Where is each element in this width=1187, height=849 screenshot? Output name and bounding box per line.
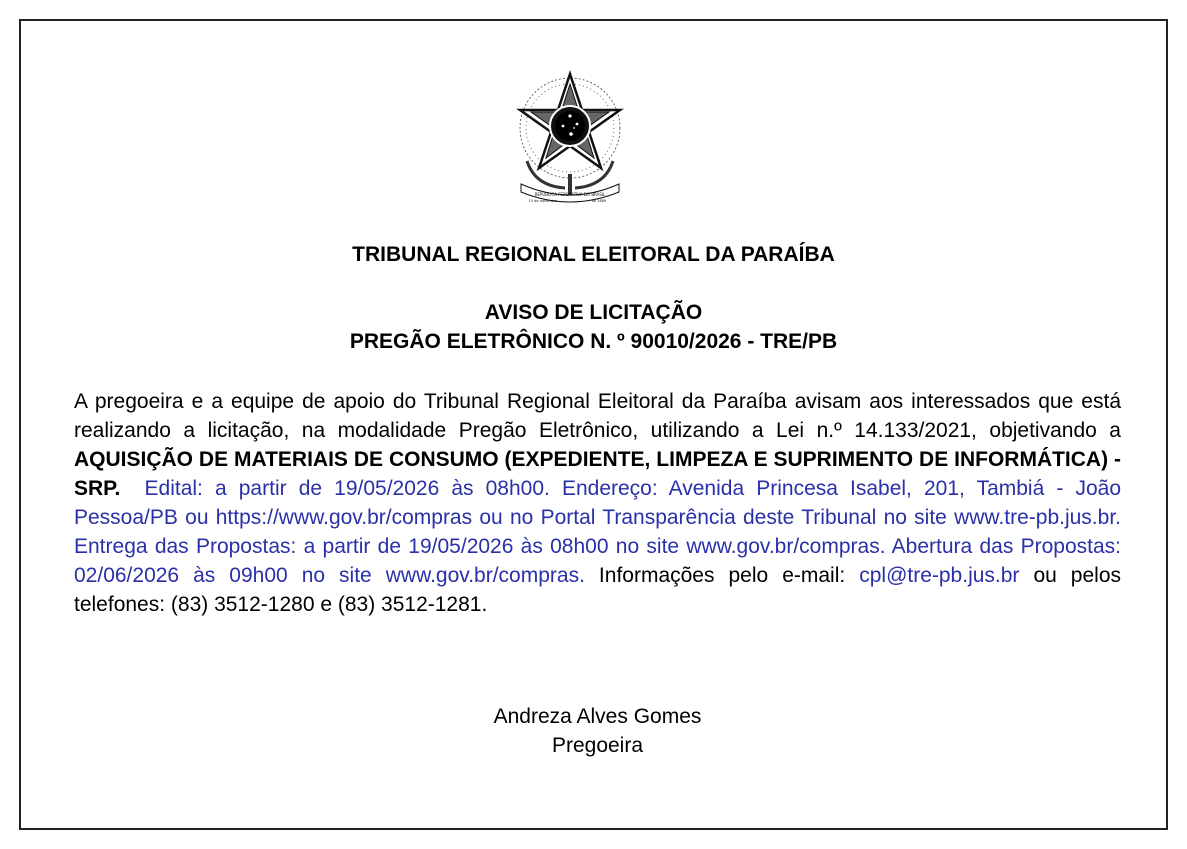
signatory-name: Andreza Alves Gomes xyxy=(493,705,702,728)
signatory-role: Pregoeira xyxy=(551,734,644,757)
coat-of-arms-of-brazil-icon xyxy=(515,66,625,206)
notice-subtitle: PREGÃO ELETRÔNICO N. º 90010/2026 - TRE/PB xyxy=(349,330,838,353)
procurement-object: AQUISIÇÃO DE MATERIAIS DE CONSUMO (EXPEDIENTE, LIMPEZA E SUPRIMENTO DE INFORMÁTICA) - SRP. xyxy=(74,448,1121,500)
contact-info-prefix: Informações pelo e-mail: xyxy=(584,564,860,587)
edital-details-link[interactable]: Edital: a partir de 19/05/2026 às 08h00. Endereço: Avenida Princesa Isabel, 201, Tambiá - João Pessoa/PB ou https://www.gov.br/compras ou no Portal Transparência deste Tribunal no site www.tre-pb.jus.br. Entrega das Propostas: a partir de 19/05/2026 às 08h00 no site www.gov.br/compras. Abertura das Propostas: 02/06/2026 às 09h00 no site www.gov.br/compras. xyxy=(74,477,1121,587)
scroll-text-left: 15 de novembro xyxy=(528,199,558,203)
organization-heading: TRIBUNAL REGIONAL ELEITORAL DA PARAÍBA xyxy=(352,243,835,266)
tobacco-branch xyxy=(575,161,613,188)
notice-body xyxy=(74,387,1121,619)
email-link[interactable]: cpl@tre-pb.jus.br xyxy=(859,564,1020,587)
notice-title: AVISO DE LICITAÇÃO xyxy=(484,301,703,324)
scroll-text-top: REPÚBLICA FEDERATIVA DO BRASIL xyxy=(534,192,606,197)
body-intro: A pregoeira e a equipe de apoio do Tribunal Regional Eleitoral da Paraíba avisam aos interessados que está realizando a licitação, na modalidade Pregão Eletrônico, utilizando a Lei n.º 14.133/2021, objetivando a xyxy=(74,390,1121,442)
contact-info-suffix: ou pelos telefones: (83) 3512-1280 e (83) 3512-1281. xyxy=(74,564,1122,616)
scroll-text-right: de 1889 xyxy=(591,199,607,203)
coffee-branch xyxy=(527,161,565,188)
